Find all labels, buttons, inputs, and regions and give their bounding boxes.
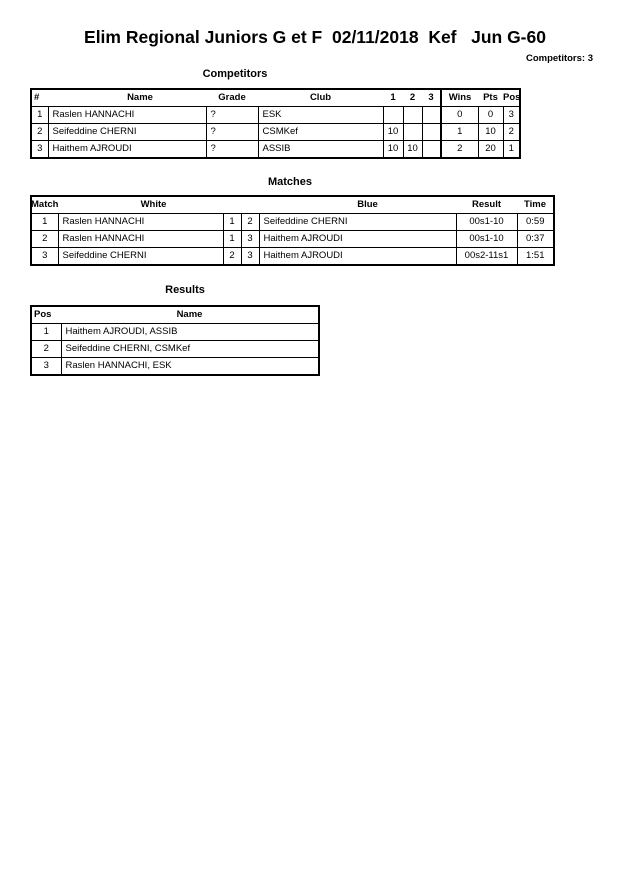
competitor-grade: ? (206, 107, 258, 124)
competitor-club: ESK (258, 107, 383, 124)
match-white-competitor-num: 1 (223, 214, 241, 231)
competitor-pos: 3 (503, 107, 520, 124)
competitor-round2-score (403, 107, 422, 124)
competitor-pts: 10 (478, 124, 503, 141)
page-title: Elim Regional Juniors G et F 02/11/2018 Kef Jun G-60 (84, 27, 546, 47)
matches-table (30, 195, 555, 266)
competitor-round1-score: 10 (383, 141, 403, 159)
competitor-round3-score (422, 124, 441, 141)
result-row (31, 324, 319, 341)
competitor-name: Seifeddine CHERNI (48, 124, 206, 141)
col-header-result: Result (456, 196, 517, 214)
match-time: 0:37 (517, 231, 554, 248)
result-name: Haithem AJROUDI, ASSIB (61, 324, 319, 341)
match-blue-competitor-num: 2 (241, 214, 259, 231)
col-header-result-pos: Pos (31, 306, 61, 324)
competitor-round3-score (422, 141, 441, 159)
match-number: 1 (31, 214, 58, 231)
match-row (31, 231, 554, 248)
result-name: Seifeddine CHERNI, CSMKef (61, 341, 319, 358)
competitor-pos: 2 (503, 124, 520, 141)
col-header-wins: Wins (441, 89, 478, 107)
match-blue-competitor-num: 3 (241, 248, 259, 266)
competitor-grade: ? (206, 124, 258, 141)
match-blue-name: Haithem AJROUDI (259, 248, 456, 266)
col-header-white: White (58, 196, 223, 214)
match-white-name: Raslen HANNACHI (58, 231, 223, 248)
competitor-round2-score: 10 (403, 141, 422, 159)
match-time: 0:59 (517, 214, 554, 231)
competitor-row (31, 141, 520, 159)
competitor-row (31, 124, 520, 141)
match-blue-name: Haithem AJROUDI (259, 231, 456, 248)
competitor-club: CSMKef (258, 124, 383, 141)
match-white-name: Seifeddine CHERNI (58, 248, 223, 266)
match-result: 00s2-11s1 (456, 248, 517, 266)
col-header-time: Time (517, 196, 554, 214)
matches-section-title: Matches (267, 176, 313, 188)
competitor-grade: ? (206, 141, 258, 159)
results-table (30, 305, 320, 376)
match-white-competitor-num: 2 (223, 248, 241, 266)
col-header-match: Match (31, 196, 58, 214)
competitor-num: 3 (31, 141, 48, 159)
col-header-pos: Pos (503, 89, 520, 107)
match-result: 00s1-10 (456, 214, 517, 231)
match-time: 1:51 (517, 248, 554, 266)
competitors-table (30, 88, 521, 159)
match-row (31, 248, 554, 266)
competitor-pts: 0 (478, 107, 503, 124)
competitors-header-row (31, 89, 520, 107)
col-header-result-name: Name (61, 306, 319, 324)
match-row (31, 214, 554, 231)
competitor-pos: 1 (503, 141, 520, 159)
match-blue-name: Seifeddine CHERNI (259, 214, 456, 231)
col-header-blue: Blue (259, 196, 456, 214)
competitor-name: Haithem AJROUDI (48, 141, 206, 159)
col-header-num: # (31, 89, 48, 107)
result-pos: 3 (31, 358, 61, 376)
col-header-name: Name (48, 89, 206, 107)
col-header-club: Club (258, 89, 383, 107)
competitors-count-label: Competitors: 3 (525, 53, 593, 64)
competitor-club: ASSIB (258, 141, 383, 159)
competitor-round1-score (383, 107, 403, 124)
result-name: Raslen HANNACHI, ESK (61, 358, 319, 376)
competitor-pts: 20 (478, 141, 503, 159)
match-blue-competitor-num: 3 (241, 231, 259, 248)
match-white-name: Raslen HANNACHI (58, 214, 223, 231)
competitor-name: Raslen HANNACHI (48, 107, 206, 124)
results-header-row (31, 306, 319, 324)
competitor-round3-score (422, 107, 441, 124)
match-number: 2 (31, 231, 58, 248)
col-header-white-num (223, 196, 241, 214)
col-header-round2: 2 (403, 89, 422, 107)
competitor-row (31, 107, 520, 124)
col-header-round1: 1 (383, 89, 403, 107)
competitor-wins: 1 (441, 124, 478, 141)
competitor-num: 2 (31, 124, 48, 141)
match-white-competitor-num: 1 (223, 231, 241, 248)
col-header-pts: Pts (478, 89, 503, 107)
matches-header-row (31, 196, 554, 214)
competitor-round2-score (403, 124, 422, 141)
competitors-section-title: Competitors (202, 68, 268, 80)
result-pos: 1 (31, 324, 61, 341)
col-header-blue-num (241, 196, 259, 214)
result-row (31, 341, 319, 358)
match-result: 00s1-10 (456, 231, 517, 248)
competitor-num: 1 (31, 107, 48, 124)
col-header-grade: Grade (206, 89, 258, 107)
col-header-round3: 3 (422, 89, 441, 107)
result-row (31, 358, 319, 376)
match-number: 3 (31, 248, 58, 266)
competitor-round1-score: 10 (383, 124, 403, 141)
results-section-title: Results (165, 284, 205, 296)
result-pos: 2 (31, 341, 61, 358)
competitor-wins: 0 (441, 107, 478, 124)
competitor-wins: 2 (441, 141, 478, 159)
